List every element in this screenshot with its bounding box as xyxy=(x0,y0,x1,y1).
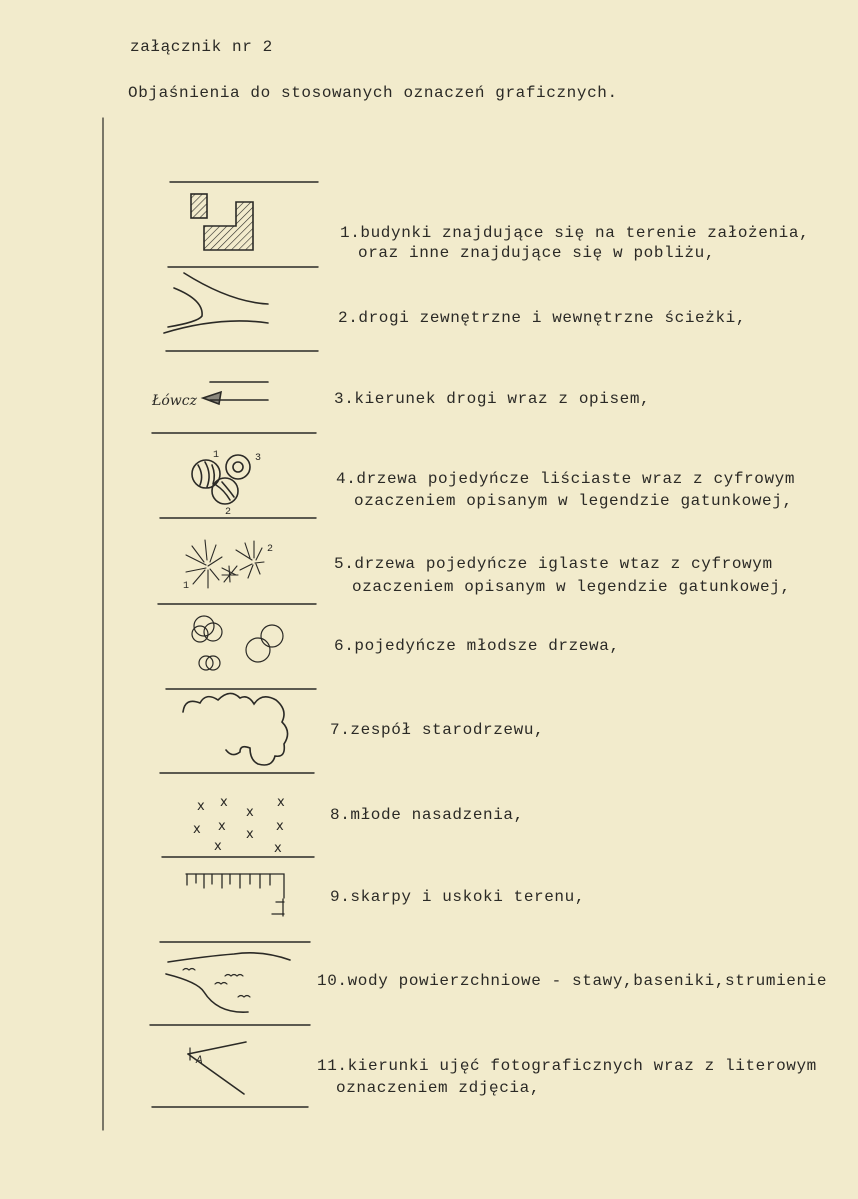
young-trees-symbol xyxy=(192,616,283,670)
legend-item-4-line-1: 4.drzewa pojedyńcze liściaste wraz z cyfrowym xyxy=(336,470,796,488)
legend-item-8: 8.młode nasadzenia, xyxy=(330,806,524,824)
legend-item-5-line-2: ozaczeniem opisanym w legendzie gatunkowej, xyxy=(352,578,791,596)
legend-item-5-line-1: 5.drzewa pojedyńcze iglaste wtaz z cyfrowym xyxy=(334,555,773,573)
legend-item-4-line-2: ozaczeniem opisanym w legendzie gatunkowej, xyxy=(354,492,793,510)
svg-text:2: 2 xyxy=(225,507,232,518)
svg-text:x: x xyxy=(276,819,284,834)
legend-item-3: 3.kierunek drogi wraz z opisem, xyxy=(334,390,651,408)
svg-text:x: x xyxy=(277,795,285,810)
attachment-label: załącznik nr 2 xyxy=(130,38,273,56)
svg-text:x: x xyxy=(214,839,222,854)
svg-text:2: 2 xyxy=(267,544,274,555)
young-plantings-symbol xyxy=(193,795,285,856)
legend-item-11-line-2: oznaczeniem zdjęcia, xyxy=(336,1079,541,1097)
photo-direction-symbol xyxy=(188,1042,246,1094)
deciduous-trees-symbol xyxy=(192,450,261,518)
roads-symbol xyxy=(164,273,268,333)
svg-text:x: x xyxy=(246,827,254,842)
buildings-symbol xyxy=(191,194,253,250)
svg-text:1: 1 xyxy=(213,450,220,461)
svg-text:A: A xyxy=(196,1055,203,1067)
svg-text:x: x xyxy=(193,822,201,837)
svg-text:x: x xyxy=(218,819,226,834)
legend-item-7: 7.zespół starodrzewu, xyxy=(330,721,545,739)
road-direction-symbol xyxy=(151,382,268,409)
svg-text:x: x xyxy=(220,795,228,810)
escarpment-symbol xyxy=(186,874,284,916)
legend-item-9: 9.skarpy i uskoki terenu, xyxy=(330,888,586,906)
legend-item-1-line-1: 1.budynki znajdujące się na terenie założenia, xyxy=(340,224,810,242)
surface-water-symbol xyxy=(166,953,290,1012)
legend-item-10: 10.wody powierzchniowe - stawy,baseniki,strumienie xyxy=(317,972,828,990)
old-trees-group-symbol xyxy=(183,693,288,765)
svg-text:x: x xyxy=(274,841,282,856)
legend-item-11-line-1: 11.kierunki ujęć fotograficznych wraz z literowym xyxy=(317,1057,817,1075)
legend-item-1-line-2: oraz inne znajdujące się w pobliżu, xyxy=(358,244,716,262)
svg-text:Łówcz: Łówcz xyxy=(152,393,197,409)
legend-item-6: 6.pojedyńcze młodsze drzewa, xyxy=(334,637,620,655)
svg-text:3: 3 xyxy=(255,453,262,464)
conifer-trees-symbol xyxy=(183,540,273,592)
legend-item-2: 2.drogi zewnętrzne i wewnętrzne ścieżki, xyxy=(338,309,747,327)
page-title: Objaśnienia do stosowanych oznaczeń graficznych. xyxy=(128,84,618,102)
svg-text:x: x xyxy=(246,805,254,820)
svg-text:x: x xyxy=(197,799,205,814)
svg-text:1: 1 xyxy=(183,581,190,592)
